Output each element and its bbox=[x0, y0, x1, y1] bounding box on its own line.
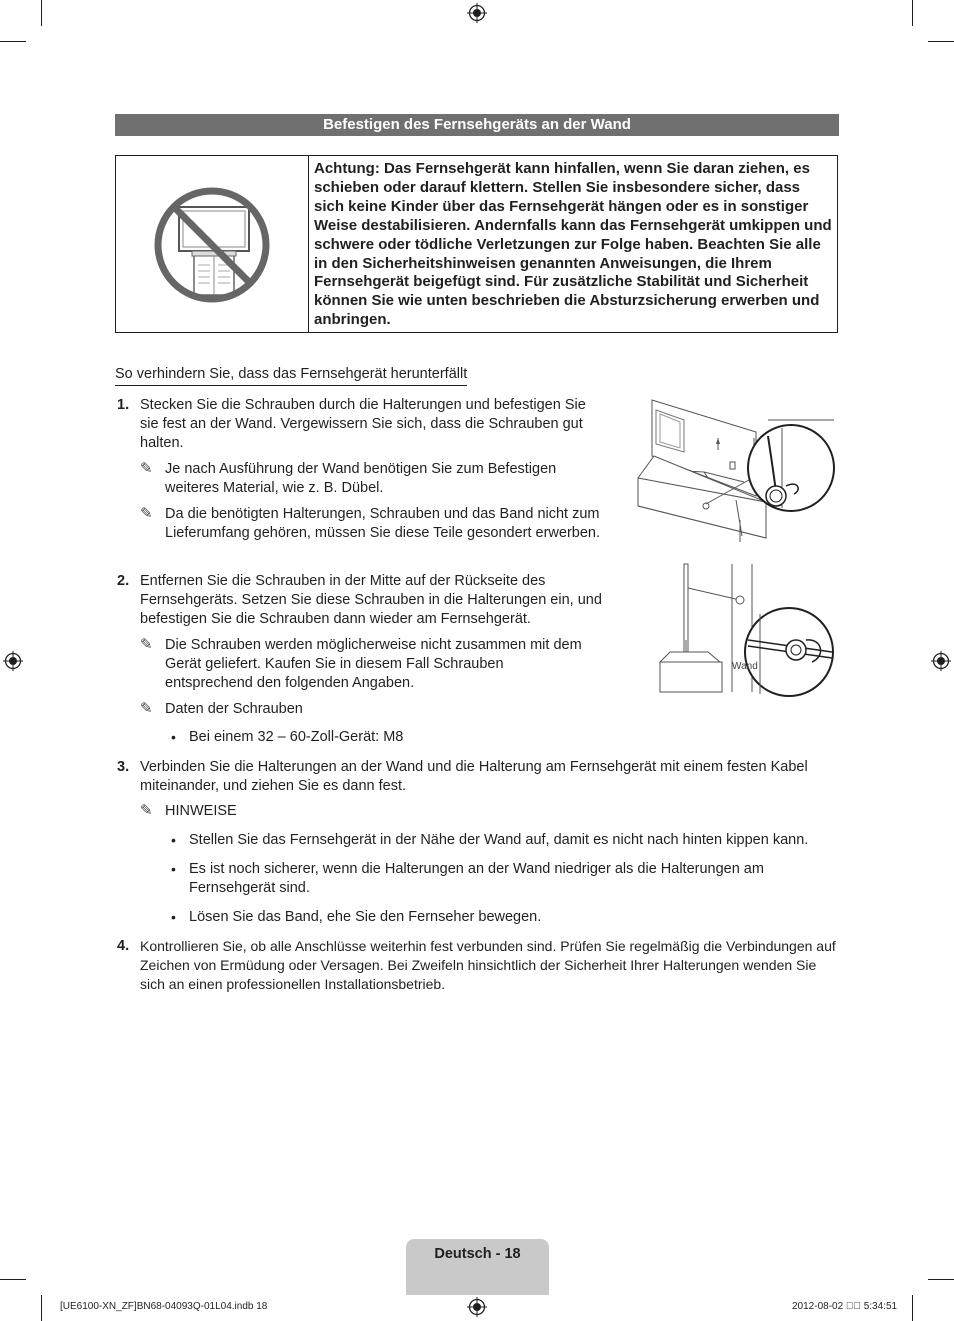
step-number: 2. bbox=[117, 573, 130, 589]
bullet-text: Bei einem 32 – 60-Zoll-Gerät: M8 bbox=[189, 729, 404, 745]
registration-mark-icon bbox=[467, 3, 487, 23]
bullet-text: Lösen Sie das Band, ehe Sie den Fernseher bewegen. bbox=[189, 909, 542, 925]
wall-tie-figure bbox=[656, 560, 838, 698]
crop-mark bbox=[928, 1279, 954, 1280]
step-text: Entfernen Sie die Schrauben in der Mitte auf der Rückseite des Fernsehgeräts. Setzen Sie diese Schrauben in die Halterungen ein, und befestigen Sie die Schrauben dann wieder am Fernsehgerät. bbox=[140, 573, 602, 627]
footer-filename: [UE6100-XN_ZF]BN68-04093Q-01L04.indb 18 bbox=[60, 1301, 268, 1312]
bullet-icon: • bbox=[171, 832, 176, 848]
crop-mark bbox=[912, 1295, 913, 1321]
bullet-icon: • bbox=[171, 909, 176, 925]
note-text: Die Schrauben werden möglicherweise nicht zusammen mit dem Gerät geliefert. Kaufen Sie in diesem Fall Schrauben entsprechend den folgenden Angaben. bbox=[165, 637, 582, 691]
note-icon: ✎ bbox=[140, 505, 153, 522]
bullet-icon: • bbox=[171, 861, 176, 877]
crop-mark bbox=[0, 1279, 26, 1280]
step-number: 4. bbox=[117, 938, 130, 954]
page-number: Deutsch - 18 bbox=[434, 1246, 521, 1262]
bullet-icon: • bbox=[171, 729, 176, 745]
step-number: 1. bbox=[117, 397, 130, 413]
note-text: HINWEISE bbox=[165, 803, 237, 819]
section-title: Befestigen des Fernsehgeräts an der Wand bbox=[115, 114, 839, 136]
no-climbing-tv-icon bbox=[152, 185, 272, 305]
crop-mark bbox=[41, 0, 42, 26]
step-text: Stecken Sie die Schrauben durch die Halterungen und befestigen Sie sie fest an der Wand. Vergewissern Sie sich, dass die Schrauben gut halten. bbox=[140, 397, 586, 451]
crop-mark bbox=[928, 41, 954, 42]
crop-mark bbox=[0, 41, 26, 42]
note-icon: ✎ bbox=[140, 802, 153, 819]
warning-box bbox=[115, 155, 838, 333]
crop-mark bbox=[41, 1295, 42, 1321]
step-number: 3. bbox=[117, 759, 130, 775]
note-text: Daten der Schrauben bbox=[165, 701, 303, 717]
step-text: Kontrollieren Sie, ob alle Anschlüsse weiterhin fest verbunden sind. Prüfen Sie regelmäßig die Verbindungen auf Zeichen von Ermüdung oder Versagen. Bei Zweifeln hinsichtlich der Sicherheit Ihrer Halterungen wenden Sie sich an einen professionellen Installationsbetrieb. bbox=[140, 938, 836, 992]
wall-label: Wand bbox=[732, 661, 758, 672]
note-text: Je nach Ausführung der Wand benötigen Sie zum Befestigen weiteres Material, wie z. B. Dübel. bbox=[165, 461, 557, 496]
bullet-text: Stellen Sie das Fernsehgerät in der Nähe der Wand auf, damit es nicht nach hinten kippen kann. bbox=[189, 832, 809, 848]
warning-text: Achtung: Das Fernsehgerät kann hinfallen, wenn Sie daran ziehen, es schieben oder darauf klettern. Stellen Sie insbesondere sicher, dass sich keine Kinder über das Fernsehgerät hängen oder es in sonstiger Weise destabilisieren. Andernfalls kann das Fernsehgerät umkippen und schwere oder tödliche Verletzungen zur Folge haben. Beachten Sie alle in den Sicherheitshinweisen genannten Anweisungen, die Ihrem Fernsehgerät beigefügt sind. Für zusätzliche Stabilität und Sicherheit können Sie wie unten beschrieben die Absturzsicherung erwerben und anbringen. bbox=[314, 160, 832, 329]
note-text: Da die benötigten Halterungen, Schrauben und das Band nicht zum Lieferumfang gehören, müssen Sie diese Teile gesondert erwerben. bbox=[165, 506, 600, 541]
note-icon: ✎ bbox=[140, 460, 153, 477]
footer-timestamp: 2012-08-02    5:34:51 bbox=[792, 1301, 898, 1312]
note-icon: ✎ bbox=[140, 636, 153, 653]
warning-image-cell bbox=[116, 156, 309, 332]
registration-mark-icon bbox=[931, 651, 951, 671]
bullet-text: Es ist noch sicherer, wenn die Halterungen an der Wand niedriger als die Halterungen am Fernsehgerät sind. bbox=[189, 861, 764, 896]
registration-mark-icon bbox=[467, 1297, 487, 1317]
wall-bracket-figure bbox=[636, 396, 838, 542]
step-text: Verbinden Sie die Halterungen an der Wand und die Halterung am Fernsehgerät mit einem festen Kabel miteinander, und ziehen Sie es dann fest. bbox=[140, 759, 808, 794]
crop-mark bbox=[912, 0, 913, 26]
subheading: So verhindern Sie, dass das Fernsehgerät herunterfällt bbox=[115, 365, 467, 386]
note-icon: ✎ bbox=[140, 700, 153, 717]
registration-mark-icon bbox=[3, 651, 23, 671]
